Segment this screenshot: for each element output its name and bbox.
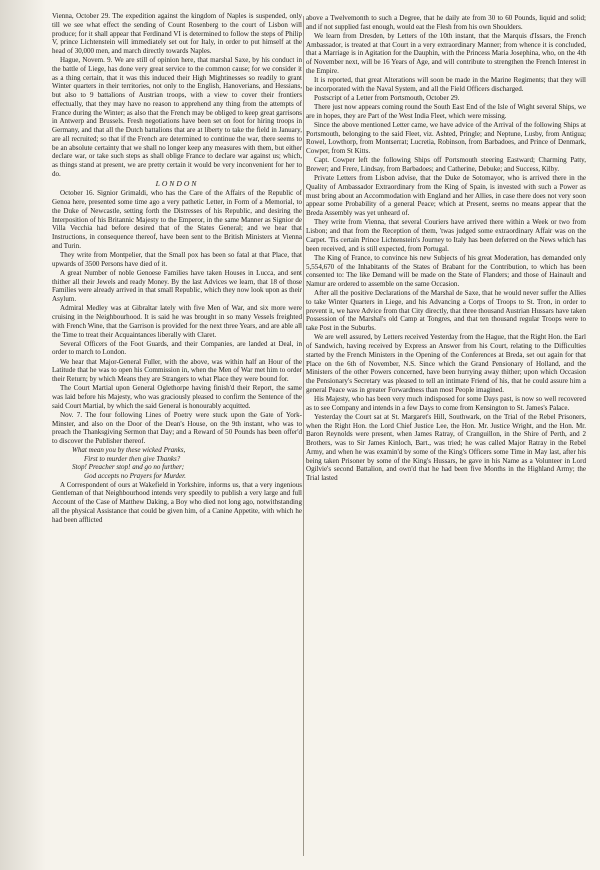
article-york-minster: Nov. 7. The four following Lines of Poetry were stuck upon the Gate of York-Minster, and also on the Door of the Dean's House, on the 9th instant, who was to preach the Thanksgiving Sermon that Day; and a Reward of 50 Pounds has been offer'd to discover the Publisher thereof. [52, 410, 302, 446]
article-lisbon: Private Letters from Lisbon advise, that the Duke de Sotomayor, who is arrived there in the Quality of Ambassador Extraordinary from the King of Spain, is invested with such a Power as must bring about an Accommodation with England and her Allies, in case there does not very soon appear some Probability of a general Peace; which at Present, seems no means appear that the Breda Assembly was yet unheard of. [306, 174, 586, 218]
article-continued: above a Twelvemonth to such a Degree, that he daily ate from 30 to 60 Pounds, liquid and solid; and if not supplied fast enough, would eat the Flesh from his own Shoulders. [306, 14, 586, 31]
article-montpelier: They write from Montpelier, that the Small pox has been so fatal at that Place, that upwards of 3500 Persons have died of it. [52, 251, 302, 268]
poem-line: God accepts no Prayers for Murder. [84, 472, 186, 481]
right-column [306, 14, 586, 483]
left-column [52, 12, 302, 525]
article-king-of-france: The King of France, to convince his new Subjects of his great Moderation, has demanded only 5,554,670 of the Inhabitants of the States of Brabant for the Contribution, to which has been consented to: The like Demand will be made on the State of Flanders; and those of Hainault and Namur are ordered to assemble on the same Occasion. [306, 253, 586, 289]
postscript-heading: Postscript of a Letter from Portsmouth, October 29. [314, 93, 460, 102]
article-majesty: His Majesty, who has been very much indisposed for some Days past, is now so well recovered as to see Company and intends in a few Days to come from Kensington to St. James's Palace. [306, 394, 586, 412]
page-edge-shadow [0, 0, 46, 870]
article-hague: Hague, Novem. 9. We are still of opinion here, that marshal Saxe, by his conduct in the battle of Liege, has done very great service to the common cause; for we consider it as a thing certain, that it was this induced their High Mightinesses so readily to grant Winter quarters in their territories, not only to the English, Hanoverians, and Hessians, but also to 9 battalions of Austrian troops, with a view to cover their frontiers effectually, that they may have no reason to apprehend any thing from the attempts of France during the Winter; as also that the French may be obliged to keep great garrisons in Antwerp and Brussels. Fresh negotiations have been set on foot for hiring troops in Germany, and that all the Dutch battalions that are at liberty to take the field in January, are all recruited; so that if the French are determined to continue the war, there seems to be an absolute certainty that we shall no longer keep any measures with them, but either declare war, or take such steps as shall oblige France to declare war against us; which, as things stand at present, we are pretty certain it would be very inconvenient for her to do. [52, 56, 302, 178]
article-wakefield: A Correspondent of ours at Wakefield in Yorkshire, informs us, that a very ingenious Gentleman of that Neighbourhood intends very speedily to publish a very large and full Account of the Case of Matthew Daking, a Boy who died not long ago, notwithstanding all the physical Assistance that could be given him, of a Canine Appetite, with which he had been afflicted [52, 480, 302, 524]
poem-line: Stop! Preacher stop! and go no further; [72, 463, 185, 472]
article-fuller: We hear that Major-General Fuller, with the above, was within half an Hour of the Latitude that he was to open his Commission in, when the Men of War met him to order their Return; by which Means they are Strangers to what Place they were bound for. [52, 357, 302, 384]
article-trial: Yesterday the Court sat at St. Margaret's Hill, Southwark, on the Trial of the Rebel Prisoners, when the Right Hon. the Lord Chief Justice Lee, the Hon. Mr. Justice Wright, and the Hon. Mr. Baron Reynolds were present, when James Ratray, of Cranguillon, in the Shire of Perth, and 2 Brothers, was to Sir James Kinloch, Bart., was tried; he was called Major Ratray in the Rebel Army, and when he was examin'd by some of the King's Officers some Time in May last, after his being taken Prisoner by some of the King's Hussars, he gave in his Name as a Volunteer in Lord Ogilvie's second Battalion, and own'd that he had been five Months in the Highland Army; the Trial lasted [306, 412, 586, 483]
poem-line: First to murder then give Thanks? [84, 454, 181, 463]
column-rule [303, 16, 304, 856]
article-foot-guards: Several Officers of the Foot Guards, and their Companies, are landed at Deal, in order to march to London. [52, 339, 302, 357]
article-genoese: A great Number of noble Genoese Families have taken Houses in Lucca, and sent thither all their Jewels and ready Money. By the last Advices we learn, that 18 of those Families were already arrived in that small Republic, which they now look upon as their Asylum. [52, 268, 302, 304]
article-marine: It is reported, that great Alterations will soon be made in the Marine Regiments; that they will be incorporated with the Naval System, and all the Field Officers discharged. [306, 76, 586, 93]
article-ships-arrival: Since the above mentioned Letter came, we have advice of the Arrival of the following Ships at Portsmouth, belonging to the said Fleet, viz. Ashted, Pringle; and Neptune, Lusby, from Antigua; Rowel, Lowthorp, from Montserrat; Lucretia, Robinson, from Barbadoes, and Prince of Denmark, Cowper, from St Kitts. [306, 120, 586, 156]
article-medley: Admiral Medley was at Gibraltar lately with five Men of War, and six more were cruising in the Neighbourhood. It is said he was brought in so many Vessels freighted with French Wine, that the Garrison is provided for the next three Years, and are able all the Time to treat their Acquaintances liberally with Claret. [52, 304, 302, 339]
article-saxe: After all the positive Declarations of the Marshal de Saxe, that he would never suffer the Allies to take Winter Quarters in Liege, and his Advancing a Corps of Troops to St. Tron, in order to prevent it, we have Advice from that City directly, that three thousand Austrian Hussars have taken Possession of the Marshal's old Camp at Tongres, and that ten thousand regular Troops were to take Post in the Suburbs. [306, 289, 586, 333]
article-vienna: Vienna, October 29. The expedition against the kingdom of Naples is suspended, only till we see what effect the sending of Count Rosenberg to the court of Lisbon will produce; for it shall appear that Ferdinand VI is determined to follow the steps of Philip V, prince Lichtenstein will immediately set out for Italy, in order to put himself at the head of 30,000 men, and march directly towards Naples. [52, 12, 302, 55]
article-isle-of-wight: There just now appears coming round the South East End of the Isle of Wight several Ships, we are in hopes, they are Part of the West India Fleet, which were missing. [306, 103, 586, 120]
article-oglethorpe: The Court Martial upon General Oglethorpe having finish'd their Report, the same was laid before his Majesty, who was graciously pleased to confirm the Sentence of the said Court Martial, by which the said General is honourably acquitted. [52, 384, 302, 410]
london-heading: LONDON [155, 178, 199, 188]
article-cowper: Capt. Cowper left the following Ships off Portsmouth steering Eastward; Charming Patty, Brewer; and Frere, Lindsay, from Barbadoes; and Catherine, Debuke; and Success, Kilby. [306, 156, 586, 174]
article-vienna-couriers: They write from Vienna, that several Couriers have arrived there within a Week or two from Lisbon; and that from the Reception of them, 'twas judged some extraordinary Affair was on the Carpet. 'Tis certain Prince Lichtenstein's Journey to Italy has been deferred on the News which has been received, and is still expected, from Portugal. [306, 218, 586, 253]
poem [72, 446, 302, 480]
article-sandwich: We are well assured, by Letters received Yesterday from the Hague, that the Right Hon. the Earl of Sandwich, having received by Express an Answer from his Court, relating to the Difficulties started by the French Ministers in the Opening of the Conferences at Breda, set out again for that Place on the 6th of November, N.S. Since which the Grand Pensionary of Holland, and the Ministers of the other Powers concerned, have been hurrying away thither; upon which Occasion the Pensionary's Secretary was pleased to tell an intimate Friend of his, that he could assure him a general Peace was in greater Forwardness than most People imagined. [306, 333, 586, 394]
article-grimaldi: October 16. Signior Grimaldi, who has the Care of the Affairs of the Republic of Genoa here, presented some time ago a very pathetic Letter, in Form of a Memorial, to the Duke of Newcastle, setting forth the Distresses of his Republic, and desiring the Interposition of his Britannic Majesty to the Emperor, in the same Manner as Signior de Villa Vecchia had before desired that of the States General; and we hear that Instructions, in consequence thereof, have been sent to the British Ministers at Vienna and Turin. [52, 189, 302, 250]
article-dresden: We learn from Dresden, by Letters of the 10th instant, that the Marquis d'Issars, the French Ambassador, is treated at that Court in a very extraordinary Manner; from whence it is concluded, that a Marriage is in Agitation for the Dauphin, with the Princess Maria Josephina, who, on the 4th of November next, will be 16 Years of Age, and will contribute to strengthen the French Interest in the Empire. [306, 31, 586, 75]
poem-line: What mean you by these wicked Pranks, [72, 446, 186, 455]
